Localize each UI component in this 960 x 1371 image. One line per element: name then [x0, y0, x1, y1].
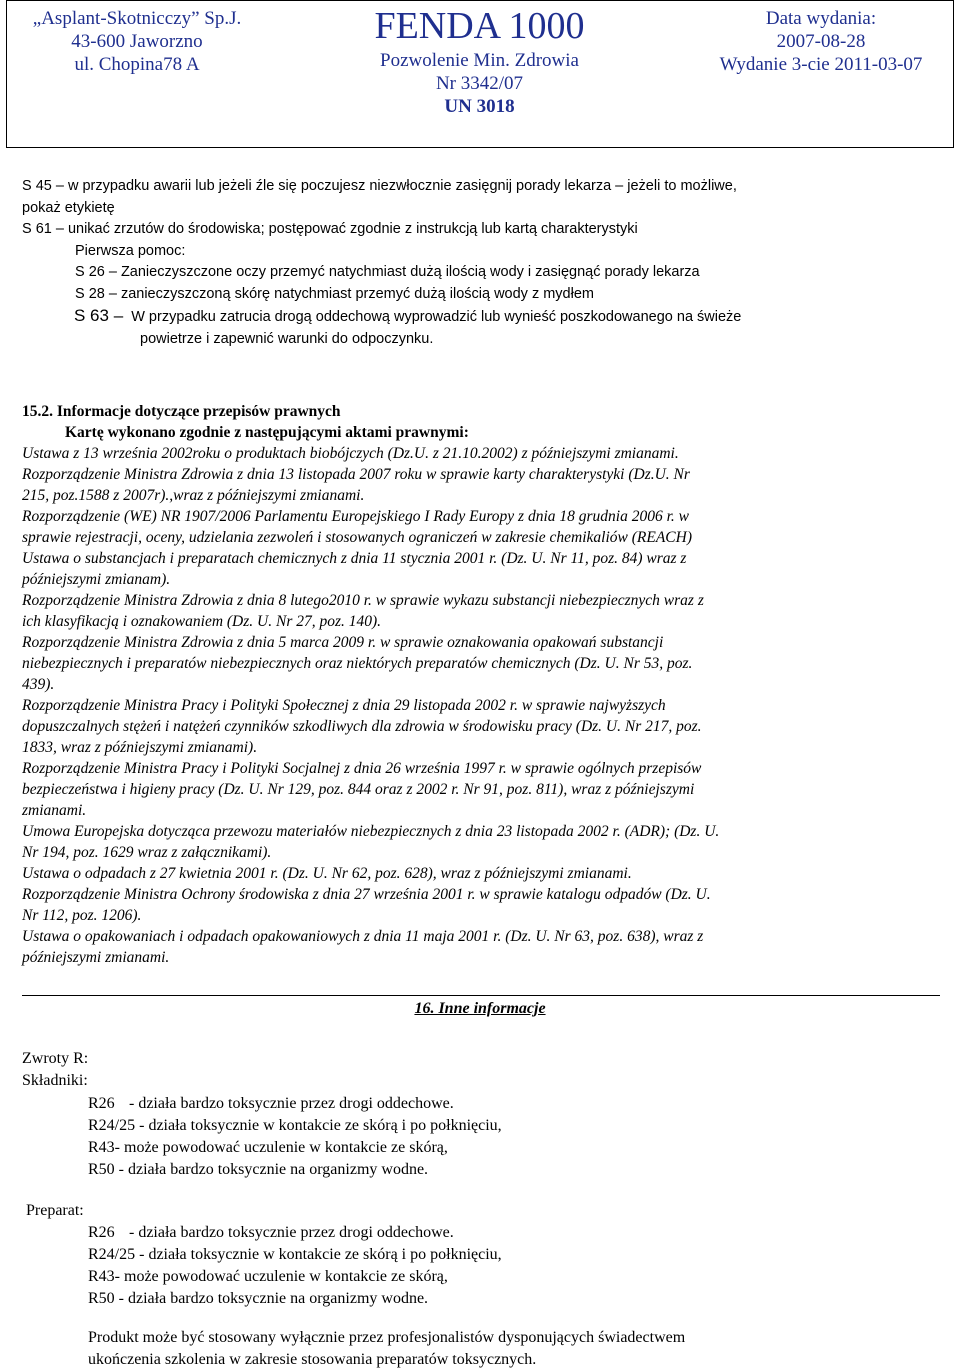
company-name: „Asplant-Skotnicczy” Sp.J.: [32, 8, 242, 29]
legal-line: Rozporządzenie Ministra Pracy i Polityki Społecznej z dnia 29 listopada 2002 r. w sprawie najwyższych: [22, 697, 666, 714]
s63-label: S 63 –: [74, 306, 124, 325]
legal-line: ich klasyfikacją i oznakowaniem (Dz. U. Nr 27, poz. 140).: [22, 613, 382, 630]
s63-phrase: [74, 305, 944, 350]
s26-line: S 26 – Zanieczyszczone oczy przemyć natychmiast dużą ilością wody i zasięgnąć porady lekarza: [75, 264, 700, 280]
phrase-text: - działa toksycznie w kontakcie ze skórą i po połknięciu,: [139, 1246, 502, 1263]
ingredients-label: Składniki:: [22, 1072, 88, 1089]
phrase-text: może powodować uczulenie w kontakcie ze skórą,: [124, 1139, 448, 1156]
legal-line: niebezpiecznych i preparatów niebezpiecznych oraz niektórych preparatów chemicznych (Dz. U. Nr 53, poz.: [22, 655, 693, 672]
phrase-code: R26: [88, 1224, 115, 1241]
s45-line-1: S 45 – w przypadku awarii lub jeżeli źle się poczujesz niezwłocznie zasięgnij porady lekarza – jeżeli to możliwe,: [22, 178, 737, 194]
usage-note-line-2: ukończenia szkolenia w zakresie stosowania preparatów toksycznych.: [88, 1351, 537, 1368]
phrase-code: R43-: [88, 1268, 120, 1285]
legal-line: Ustawa o substancjach i preparatach chemicznych z dnia 11 stycznia 2001 r. (Dz. U. Nr 11, poz. 84) wraz z: [22, 550, 687, 567]
legal-line: Rozporządzenie Ministra Zdrowia z dnia 13 listopada 2007 roku w sprawie karty charakterystyki (Dz.U. Nr: [22, 466, 690, 483]
legal-section: [22, 401, 942, 968]
r-phrases-label: Zwroty R:: [22, 1050, 89, 1067]
legal-line: dopuszczalnych stężeń i natężeń czynników szkodliwych dla zdrowia w środowisku pracy (Dz. U. Nr 217, poz.: [22, 718, 702, 735]
legal-line: późniejszymi zmianam).: [22, 571, 171, 588]
s63-text-1: W przypadku zatrucia drogą oddechową wyprowadzić lub wynieść poszkodowanego na świeże: [131, 309, 742, 325]
legal-line: Rozporządzenie Ministra Zdrowia z dnia 8 lutego2010 r. w sprawie wykazu substancji niebezpiecznych wraz z: [22, 592, 704, 609]
ingredient-phrase: [88, 1159, 428, 1181]
s61-line: S 61 – unikać zrzutów do środowiska; postępować zgodnie z instrukcją lub kartą charakterystyki: [22, 221, 638, 237]
phrase-code: R26: [88, 1095, 115, 1112]
phrase-code: R50: [88, 1161, 115, 1178]
phrase-code: R50: [88, 1290, 115, 1307]
legal-title: 15.2. Informacje dotyczące przepisów prawnych: [22, 403, 341, 420]
phrase-code: R24/25: [88, 1246, 136, 1263]
ingredient-phrase: [88, 1137, 448, 1159]
phrase-text: - działa bardzo toksycznie na organizmy wodne.: [118, 1161, 429, 1178]
preparation-phrase: [88, 1244, 502, 1266]
preparation-phrase: [88, 1222, 454, 1244]
section-16-title: 16. Inne informacje: [414, 1000, 546, 1017]
legal-subtitle: Kartę wykonano zgodnie z następującymi aktami prawnymi:: [65, 424, 469, 441]
legal-line: zmianami.: [22, 802, 87, 819]
legal-line: 1833, wraz z późniejszymi zmianami).: [22, 739, 258, 756]
legal-line: Ustawa o opakowaniach i odpadach opakowaniowych z dnia 11 maja 2001 r. (Dz. U. Nr 63, poz. 638), wraz z: [22, 928, 704, 945]
phrase-text: - działa bardzo toksycznie przez drogi oddechowe.: [129, 1095, 454, 1112]
s63-text-2: powietrze i zapewnić warunki do odpoczynku.: [140, 331, 434, 347]
permit-number: Nr 3342/07: [435, 73, 524, 94]
permit-label: Pozwolenie Min. Zdrowia: [380, 50, 579, 71]
legal-line: Ustawa o odpadach z 27 kwietnia 2001 r. (Dz. U. Nr 62, poz. 628), wraz z późniejszymi zmianami.: [22, 865, 632, 882]
s45-line-2: pokaż etykietę: [22, 199, 115, 216]
issue-block: [687, 1, 955, 153]
legal-line: Rozporządzenie Ministra Ochrony środowiska z dnia 27 września 2001 r. w sprawie katalogu odpadów (Dz. U.: [22, 886, 711, 903]
legal-line: Ustawa z 13 września 2002roku o produktach biobójczych (Dz.U. z 21.10.2002) z późniejszymi zmianami.: [22, 445, 679, 462]
legal-line: 439).: [22, 676, 55, 693]
issue-label: Data wydania:: [765, 8, 877, 29]
phrase-text: - działa toksycznie w kontakcie ze skórą i po połknięciu,: [139, 1117, 502, 1134]
company-street: ul. Chopina78 A: [74, 54, 200, 75]
phrase-text: - działa bardzo toksycznie na organizmy wodne.: [118, 1290, 429, 1307]
legal-line: Umowa Europejska dotycząca przewozu materiałów niebezpiecznych z dnia 23 listopada 2002 r. (ADR); (Dz. U.: [22, 823, 720, 840]
preparation-label: Preparat:: [26, 1202, 84, 1219]
ingredient-phrase: [88, 1093, 454, 1115]
s63-first-line: [74, 305, 944, 328]
company-block: [7, 1, 267, 153]
product-name: FENDA 1000: [374, 5, 585, 47]
section-divider: [22, 995, 940, 996]
document-header: [6, 0, 954, 148]
legal-line: późniejszymi zmianami.: [22, 949, 170, 966]
legal-line: sprawie rejestracji, oceny, udzielania zezwoleń i stosowanych ograniczeń w zakresie chemikaliów (REACH): [22, 529, 692, 546]
legal-line: Rozporządzenie (WE) NR 1907/2006 Parlamentu Europejskiego I Rady Europy z dnia 18 grudnia 2006 r. w: [22, 508, 690, 525]
usage-note-line-1: Produkt może być stosowany wyłącznie przez profesjonalistów dysponujących świadectwem: [88, 1329, 686, 1346]
ingredient-phrase: [88, 1115, 502, 1137]
preparation-phrase: [88, 1266, 448, 1288]
un-number: UN 3018: [444, 96, 515, 117]
legal-line: Nr 194, poz. 1629 wraz z załącznikami).: [22, 844, 272, 861]
phrase-code: R24/25: [88, 1117, 136, 1134]
first-aid-title: Pierwsza pomoc:: [75, 242, 186, 259]
s28-line: S 28 – zanieczyszczoną skórę natychmiast przemyć dużą ilością wody z mydłem: [75, 285, 594, 302]
preparation-phrase: [88, 1288, 428, 1310]
issue-date: 2007-08-28: [776, 31, 866, 52]
phrase-text: może powodować uczulenie w kontakcie ze skórą,: [124, 1268, 448, 1285]
legal-line: 215, poz.1588 z 2007r).,wraz z późniejszymi zmianami.: [22, 487, 365, 504]
company-postal: 43-600 Jaworzno: [71, 31, 203, 52]
safety-phrases: [22, 176, 942, 305]
legal-line: Rozporządzenie Ministra Zdrowia z dnia 5 marca 2009 r. w sprawie oznakowania opakowań substancji: [22, 634, 664, 651]
legal-line: bezpieczeństwa i higieny pracy (Dz. U. Nr 129, poz. 844 oraz z 2002 r. Nr 91, poz. 811), wraz z późniejszymi: [22, 781, 695, 798]
legal-line: Rozporządzenie Ministra Pracy i Polityki Socjalnej z dnia 26 września 1997 r. w sprawie ogólnych przepisów: [22, 760, 702, 777]
product-block: [282, 1, 677, 149]
phrase-text: - działa bardzo toksycznie przez drogi oddechowe.: [129, 1224, 454, 1241]
phrase-code: R43-: [88, 1139, 120, 1156]
legal-line: Nr 112, poz. 1206).: [22, 907, 142, 924]
edition-info: Wydanie 3-cie 2011-03-07: [719, 54, 923, 75]
